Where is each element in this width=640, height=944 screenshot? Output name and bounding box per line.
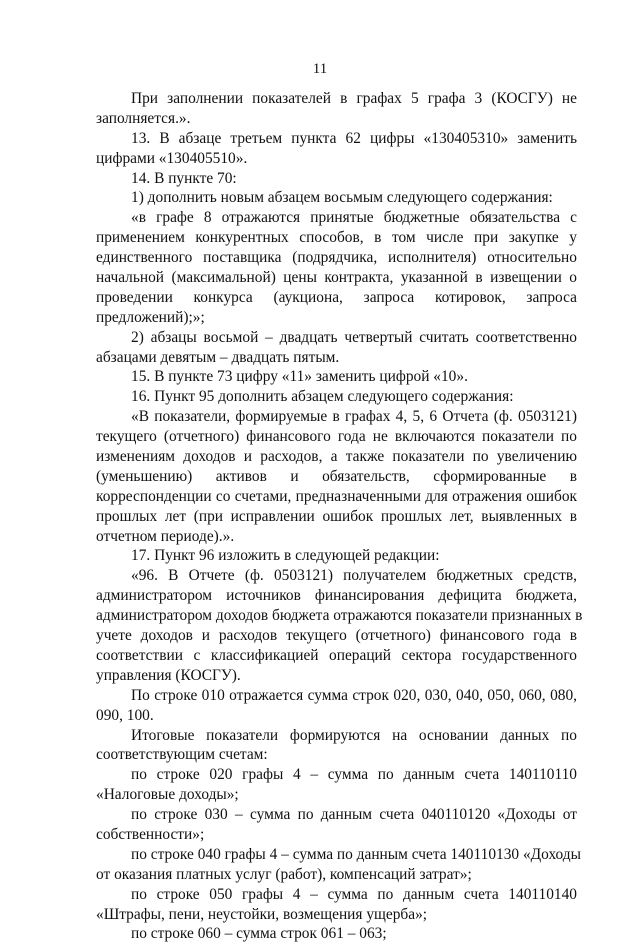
text-line: изменениям доходов и расходов, а также показатели по увеличению <box>96 448 577 466</box>
text-line: 2) абзацы восьмой – двадцать четвертый считать соответственно <box>131 328 577 346</box>
text-line: администратором доходов бюджета отражаются показатели признанных в <box>96 607 583 625</box>
text-line: по строке 060 – сумма строк 061 – 063; <box>131 925 387 943</box>
text-line: Итоговые показатели формируются на основании данных по <box>131 726 577 744</box>
text-line: единственного поставщика (подрядчика, исполнителя) относительно <box>96 249 577 267</box>
text-line: по строке 050 графы 4 – сумма по данным счета 140110140 <box>131 885 577 903</box>
text-line: учете доходов и расходов текущего (отчетного) финансового года в <box>96 627 577 645</box>
text-line: управления (КОСГУ). <box>96 666 241 684</box>
text-line: цифрами «130405510». <box>96 149 248 167</box>
text-line: администратором источников финансирования дефицита бюджета, <box>96 587 577 605</box>
text-line: текущего (отчетного) финансового года не включаются показатели по <box>96 428 577 446</box>
page-number: 11 <box>312 61 328 77</box>
text-line: отчетном периоде).». <box>96 527 235 545</box>
text-line: применением конкурентных способов, в том числе при закупке у <box>96 229 577 247</box>
text-line: «Штрафы, пени, неустойки, возмещения ущерба»; <box>96 905 428 923</box>
text-line: соответствии с классификацией операций сектора государственного <box>96 646 577 664</box>
text-line: 16. Пункт 95 дополнить абзацем следующего содержания: <box>131 388 514 406</box>
text-line: предложений);»; <box>96 308 205 326</box>
text-line: по строке 030 – сумма по данным счета 040110120 «Доходы от <box>131 806 577 824</box>
text-line: «в графе 8 отражаются принятые бюджетные обязательства с <box>131 209 577 227</box>
text-line: прошлых лет (при исправлении ошибок прошлых лет, выявленных в <box>96 507 577 525</box>
text-line: По строке 010 отражается сумма строк 020, 030, 040, 050, 060, 080, <box>131 686 577 704</box>
text-line: 17. Пункт 96 изложить в следующей редакции: <box>131 547 440 565</box>
text-line: «Налоговые доходы»; <box>96 786 239 804</box>
text-line: 13. В абзаце третьем пункта 62 цифры «130405310» заменить <box>131 129 577 147</box>
text-line: (уменьшению) активов и обязательств, сформированные в <box>96 467 577 485</box>
text-line: соответствующим счетам: <box>96 746 268 764</box>
text-line: 090, 100. <box>96 706 154 724</box>
text-line: При заполнении показателей в графах 5 графа 3 (КОСГУ) не <box>131 90 577 107</box>
text-line: «96. В Отчете (ф. 0503121) получателем бюджетных средств, <box>131 567 577 585</box>
text-line: абзацами девятым – двадцать пятым. <box>96 348 340 366</box>
text-line: 15. В пункте 73 цифру «11» заменить цифрой «10». <box>131 368 468 386</box>
text-line: собственности»; <box>96 825 205 843</box>
text-line: корреспонденции со счетами, предназначенными для отражения ошибок <box>96 487 577 505</box>
text-line: начальной (максимальной) цены контракта, указанной в извещении о <box>96 269 577 287</box>
text-line: «В показатели, формируемые в графах 4, 5, 6 Отчета (ф. 0503121) <box>131 408 577 426</box>
text-line: проведении конкурса (аукциона, запроса котировок, запроса <box>96 288 577 306</box>
text-line: 14. В пункте 70: <box>131 169 237 187</box>
text-line: по строке 020 графы 4 – сумма по данным счета 140110110 <box>131 766 577 784</box>
text-line: по строке 040 графы 4 – сумма по данным счета 140110130 «Доходы <box>131 845 581 863</box>
text-line: от оказания платных услуг (работ), компенсаций затрат»; <box>96 865 472 883</box>
document-body <box>96 89 583 944</box>
text-line: заполняется.». <box>96 109 191 127</box>
text-line: 1) дополнить новым абзацем восьмым следующего содержания: <box>131 189 553 207</box>
